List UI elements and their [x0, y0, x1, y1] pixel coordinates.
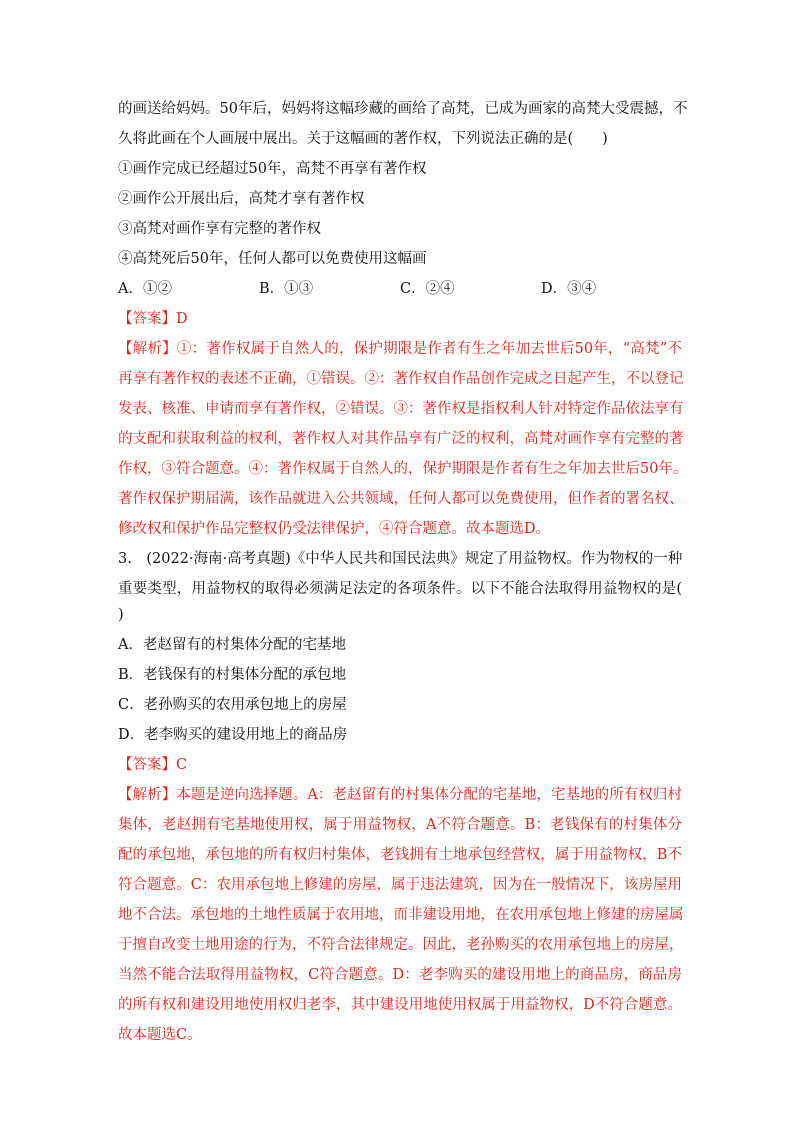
- q2-option-b: B．①③: [259, 281, 314, 297]
- q3-stem-line: ): [118, 607, 124, 623]
- q3-option-d: D．老李购买的建设用地上的商品房: [118, 727, 348, 743]
- q3-option-a: A．老赵留有的村集体分配的宅基地: [118, 637, 346, 653]
- q3-analysis-line: 故本题选C。: [118, 1027, 202, 1043]
- q2-option-c: C．②④: [400, 281, 455, 297]
- q3-analysis-line: 集体，老赵拥有宅基地使用权，属于用益物权，A不符合题意。B：老钱保有的村集体分: [118, 817, 682, 833]
- q2-statements: [118, 156, 682, 272]
- q3-stem-line: 重要类型，用益物权的取得必须满足法定的各项条件。以下不能合法取得用益物权的是(: [118, 581, 682, 597]
- q3-analysis-line: 地不合法。承包地的土地性质属于农用地，而非建设用地，在农用承包地上修建的房屋属: [118, 907, 684, 923]
- q2-stem: [118, 96, 688, 152]
- q2-statement: ②画作公开展出后，高梵才享有著作权: [118, 191, 365, 207]
- q2-analysis-line: 再享有著作权的表述不正确，①错误。②：著作权自作品创作完成之日起产生，不以登记: [118, 371, 684, 387]
- q2-analysis-line: 的支配和获取利益的权利，著作权人对其作品享有广泛的权利，高梵对画作享有完整的著: [118, 431, 684, 447]
- q2-stem-line: 久将此画在个人画展中展出。关于这幅画的著作权，下列说法正确的是( ): [118, 131, 608, 147]
- q2-stem-line: 的画送给妈妈。50年后，妈妈将这幅珍藏的画给了高梵，已成为画家的高梵大受震撼，不: [118, 101, 688, 117]
- q3-analysis-line: 【解析】本题是逆向选择题。A：老赵留有的村集体分配的宅基地，宅基地的所有权归村: [118, 787, 682, 803]
- q2-analysis-line: 作权，③符合题意。④：著作权属于自然人的，保护期限是作者有生之年加去世后50年。: [118, 461, 688, 477]
- q3-options: [118, 632, 682, 748]
- q2-analysis-line: 著作权保护期届满，该作品就进入公共领域，任何人都可以免费使用，但作者的署名权、: [118, 491, 684, 507]
- q2-statement: ①画作完成已经超过50年，高梵不再享有著作权: [118, 161, 427, 177]
- q3-stem: [118, 546, 682, 628]
- q2-option-a: A．①②: [118, 281, 172, 297]
- q3-option-c: C．老孙购买的农用承包地上的房屋: [118, 697, 347, 713]
- q3-stem-line: 3. (2022·海南·高考真题)《中华人民共和国民法典》规定了用益物权。作为物权的一种: [118, 551, 683, 567]
- q2-analysis: [118, 336, 688, 542]
- q3-analysis-line: 配的承包地，承包地的所有权归村集体，老钱拥有土地承包经营权，属于用益物权，B不: [118, 847, 682, 863]
- q3-option-b: B．老钱保有的村集体分配的承包地: [118, 667, 347, 683]
- q3-answer: 【答案】C: [118, 757, 188, 773]
- q2-option-d: D．③④: [541, 281, 597, 297]
- q3-analysis: [118, 782, 682, 1048]
- q2-analysis-line: 修改权和保护作品完整权仍受法律保护，④符合题意。故本题选D。: [118, 521, 551, 537]
- q2-analysis-line: 【解析】①：著作权属于自然人的，保护期限是作者有生之年加去世后50年，“高梵”不: [118, 341, 682, 357]
- q3-analysis-line: 当然不能合法取得用益物权，C符合题意。D：老李购买的建设用地上的商品房，商品房: [118, 967, 682, 983]
- q2-answer: 【答案】D: [118, 311, 188, 327]
- q2-options: [118, 276, 682, 302]
- q2-analysis-line: 发表、核准、申请而享有著作权，②错误。③：著作权是指权利人针对特定作品依法享有: [118, 401, 684, 417]
- q2-statement: ④高梵死后50年，任何人都可以免费使用这幅画: [118, 251, 427, 267]
- q3-analysis-line: 符合题意。C：农用承包地上修建的房屋，属于违法建筑，因为在一般情况下，该房屋用: [118, 877, 682, 893]
- q3-analysis-line: 的所有权和建设用地使用权归老李，其中建设用地使用权属于用益物权，D不符合题意。: [118, 997, 682, 1013]
- q3-analysis-line: 于擅自改变土地用途的行为，不符合法律规定。因此，老孙购买的农用承包地上的房屋，: [118, 937, 684, 953]
- q2-statement: ③高梵对画作享有完整的著作权: [118, 221, 321, 237]
